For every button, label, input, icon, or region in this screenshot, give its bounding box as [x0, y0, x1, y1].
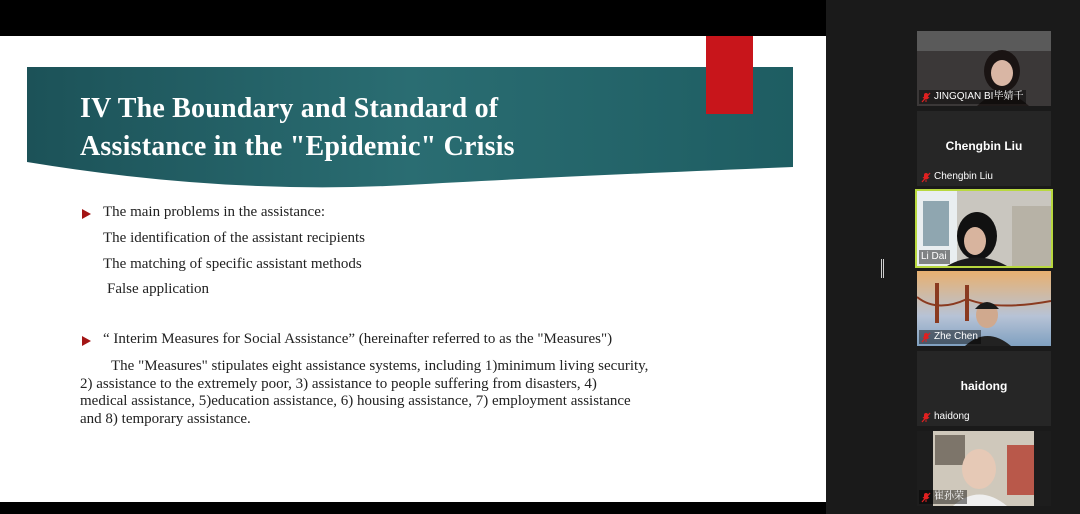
muted-mic-icon	[921, 172, 931, 183]
participant-name-tag	[919, 490, 967, 504]
participant-name-tag	[919, 90, 1026, 104]
participant-name-tag	[919, 410, 973, 424]
paragraph-line: The "Measures" stipulates eight assistance systems, including 1)minimum living security,	[111, 358, 649, 374]
participant-name-tag	[919, 250, 950, 264]
participant-tile[interactable]	[917, 351, 1051, 426]
muted-mic-icon	[921, 92, 931, 103]
slide-title	[80, 90, 515, 166]
participant-name: Li Dai	[921, 251, 947, 262]
sub-item-false-application: False application	[107, 281, 210, 297]
participant-tile[interactable]	[917, 111, 1051, 186]
slide-title-line-1: IV The Boundary and Standard of	[80, 93, 499, 124]
participant-name: Chengbin Liu	[934, 171, 993, 182]
participant-name: haidong	[934, 411, 970, 422]
bullet-main-problems: The main problems in the assistance:	[103, 204, 326, 220]
participant-tile-active-speaker[interactable]	[917, 191, 1051, 266]
presentation-slide	[0, 36, 826, 502]
red-accent-tab	[706, 36, 753, 114]
measures-paragraph	[80, 358, 680, 428]
participant-name: 崔孙荣	[934, 491, 964, 502]
muted-mic-icon	[921, 412, 931, 423]
bullet-arrow-icon	[82, 209, 91, 219]
paragraph-line: medical assistance, 5)education assistance, 6) housing assistance, 7) employment assistance	[80, 393, 631, 409]
bullet-interim-measures: “ Interim Measures for Social Assistance” (hereinafter referred to as the "Measures")	[103, 331, 613, 347]
participant-name: JINGQIAN BI毕婧千	[934, 91, 1024, 102]
paragraph-line: and 8) temporary assistance.	[80, 410, 251, 427]
muted-mic-icon	[921, 332, 931, 343]
paragraph-line: 2) assistance to the extremely poor, 3) assistance to people suffering from disasters, 4)	[80, 375, 597, 392]
participant-name-tag	[919, 330, 981, 344]
bullet-arrow-icon	[82, 336, 91, 346]
participant-tile[interactable]	[917, 431, 1051, 506]
slide-title-line-2: Assistance in the "Epidemic" Crisis	[80, 131, 515, 162]
sub-item-matching: The matching of specific assistant methods	[103, 256, 362, 272]
muted-mic-icon	[921, 492, 931, 503]
participant-tile[interactable]	[917, 31, 1051, 106]
participant-display-name: haidong	[960, 379, 1008, 393]
participant-name-tag	[919, 170, 996, 184]
participant-name: Zhe Chen	[934, 331, 978, 342]
participant-display-name: Chengbin Liu	[945, 139, 1023, 153]
sub-item-identification: The identification of the assistant recipients	[103, 230, 366, 246]
participant-tile[interactable]	[917, 271, 1051, 346]
panel-resize-handle[interactable]	[881, 259, 884, 278]
